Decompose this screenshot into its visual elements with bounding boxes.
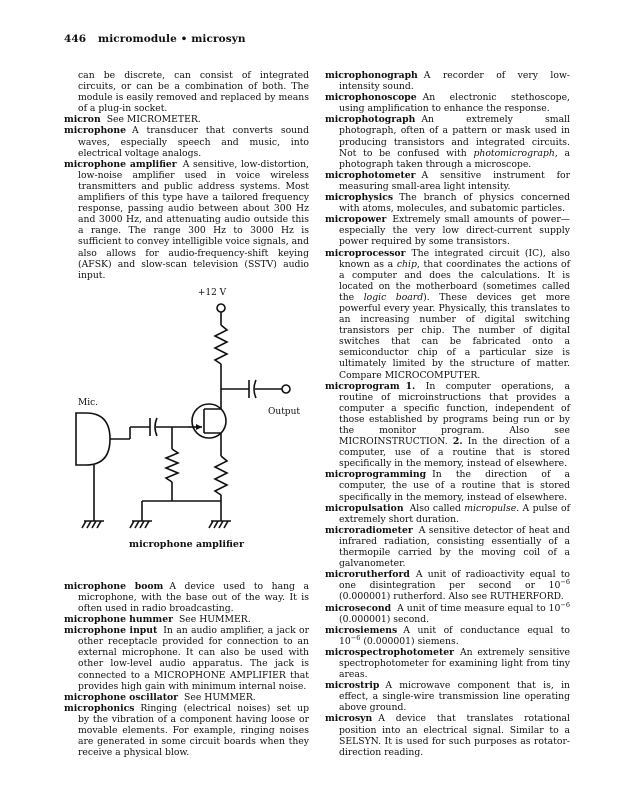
entry-micropower [325, 214, 570, 247]
entry-definition: A unit of conductance equal to 10 [339, 624, 570, 647]
entry-microphonics [64, 703, 309, 758]
entry-microrutherford [325, 569, 570, 602]
entry-term: microsyn [325, 713, 373, 725]
right-column [325, 70, 570, 758]
output-label: Output [268, 406, 300, 417]
entry-microphone-amplifier [64, 159, 309, 281]
entry-definition: (0.000001) rutherford. Also see RUTHERFORD. [339, 591, 564, 603]
page-number: 446 [64, 33, 87, 45]
entry-term: microradiometer [325, 524, 413, 536]
entry-microphone [64, 125, 309, 158]
entry-microradiometer [325, 525, 570, 569]
entry-microphone-oscillator [64, 692, 309, 703]
entry-definition: In the direction of a computer, the use of a routine that is stored specifically in the memory, instead of elsewhere. [339, 469, 570, 503]
entry-definition: The branch of physics concerned with atoms, molecules, and subatomic particles. [339, 192, 570, 215]
ground-symbol [209, 521, 231, 528]
entry-definition: . A pulse of extremely short duration. [339, 502, 570, 525]
entry-definition: A transducer that converts sound waves, especially speech and music, into electrical voltage analogs. [78, 125, 309, 159]
supply-terminal [217, 304, 225, 312]
page-header [64, 33, 246, 45]
entry-microphone-input [64, 625, 309, 692]
entry-term: microphonoscope [325, 92, 417, 104]
entry-definition: ). These devices get more powerful every year. Physically, this translates to an increasing number of digital switching transistors per chip. The number of digital switches that can be fabricated onto a semiconductor chip of a particular size is ultimately limited by the structure of matter. Compare MICROCOMPUTER. [339, 291, 570, 381]
entry-term: microspectrophotometer [325, 646, 454, 658]
entry-definition: See HUMMER. [178, 614, 251, 626]
entry-term: micropulsation [325, 502, 404, 514]
entry-definition: See MICROMETER. [106, 114, 201, 126]
entry-definition: A sensitive instrument for measuring small-area light intensity. [339, 169, 570, 192]
entry-term: microphonograph [325, 70, 418, 81]
mic-label: Mic. [78, 397, 98, 408]
entry-definition: (0.000001) siemens. [360, 635, 459, 647]
entry-italic-term: micropulse [464, 502, 517, 514]
continued-entry: can be discrete, can consist of integrated circuits, or can be a combination of both. The module is easily removed and replaced by means of a plug-in socket. [78, 70, 309, 115]
entry-term: microphysics [325, 192, 394, 204]
entry-definition: A sensitive detector of heat and infrared radiation, consisting essentially of a thermopile carried by the moving coil of a galvanometer. [339, 524, 570, 570]
entry-definition: Also called [409, 502, 465, 514]
figure-caption: microphone amplifier [129, 538, 244, 550]
entry-microsecond [325, 600, 570, 625]
entry-microphone-hummer [64, 614, 309, 625]
entry-microprocessor [325, 248, 570, 381]
sense-number: 1. [405, 380, 416, 392]
entry-definition: A microwave component that is, in effect, a single-wire transmission line operating above ground. [339, 680, 570, 714]
entry-definition: A recorder of very low-intensity sound. [339, 70, 570, 93]
entry-definition: The integrated circuit (IC), also known as a [339, 247, 570, 270]
entry-definition: , that coordinates the actions of a computer and does the calculations. It is located on the motherboard (sometimes called the [339, 258, 570, 303]
entry-definition: (0.000001) second. [339, 613, 430, 625]
entry-microphysics [325, 192, 570, 214]
entry-term: microphonics [64, 702, 135, 714]
entry-term: micropower [325, 214, 387, 226]
entry-term: microrutherford [325, 569, 410, 581]
entry-term: microphotograph [325, 114, 416, 126]
entry-microsiemens [325, 625, 570, 647]
entry-micron [64, 114, 309, 125]
entry-term: microphone [64, 125, 126, 137]
entry-microsyn [325, 713, 570, 757]
entry-microphone-boom [64, 581, 309, 614]
entry-term: microsecond [325, 602, 392, 614]
entry-definition: , a photograph taken through a microscope. [339, 147, 570, 170]
entry-term: microprogramming [325, 469, 427, 481]
ground-symbol [82, 521, 104, 528]
entry-definition: In the direction of a computer, use of a routine that is stored specifically in the memory, instead of elsewhere. [339, 436, 570, 470]
entry-term: microphone amplifier [64, 158, 177, 170]
exponent: −6 [350, 633, 361, 642]
microphone-amplifier-figure [64, 281, 309, 581]
entry-microphonoscope [325, 92, 570, 114]
entry-italic-term: logic board [363, 291, 424, 303]
entry-definition: A device that translates rotational position into an electrical signal. Similar to a SELSYN. It is used for such purposes as rotator-direction reading. [339, 713, 570, 758]
entry-definition: Extremely small amounts of power—especially the very low direct-current supply power required by some transistors. [339, 214, 570, 248]
entry-microphotograph [325, 114, 570, 169]
entry-term: microphone input [64, 625, 158, 637]
entry-definition: A sensitive, low-distortion, low-noise amplifier used in voice wireless transmitters and public address systems. Most amplifiers of this type have a tailored frequency response, passing audio between about 300 Hz and 3000 Hz, and attenuating audio outside this a range. The range 300 Hz to 3000 Hz is sufficient to convey intelligible voice signals, and also allows for audio-frequency-shift keying (AFSK) and slow-scan television (SSTV) audio input. [78, 158, 309, 281]
entry-term: microstrip [325, 680, 380, 692]
entry-microprogram [325, 381, 570, 470]
output-terminal [282, 385, 290, 393]
entry-definition: An extremely small photograph, often of a pattern or mask used in producing transistors and integrated circuits. Not to be confused with [339, 114, 570, 159]
gate-resistor [166, 449, 178, 482]
supply-label: +12 V [197, 287, 227, 298]
entry-term: microphone oscillator [64, 691, 179, 703]
left-column [64, 70, 309, 758]
entry-term: microprocessor [325, 247, 406, 259]
entry-term: microsiemens [325, 624, 398, 636]
guide-words: micromodule • microsyn [97, 33, 246, 45]
entry-microprogramming [325, 469, 570, 502]
entry-microphonograph [325, 70, 570, 92]
entry-italic-term: chip [396, 258, 417, 270]
sense-number: 2. [452, 436, 463, 448]
entry-term: microphone boom [64, 580, 164, 592]
entry-term: microprogram [325, 380, 400, 392]
entry-definition: In computer operations, a routine of microinstructions that provides a computer a specific function, independent of those established by programs being run or by the monitor program. Also see MICROINSTRUCTION. [339, 380, 570, 448]
entry-term: microphone hummer [64, 614, 173, 626]
entry-definition: An electronic stethoscope, using amplification to enhance the response. [339, 92, 570, 115]
entry-micropulsation [325, 503, 570, 525]
entry-definition: An extremely sensitive spectrophotometer for examining light from tiny areas. [339, 646, 570, 681]
entry-italic-term: photomicrograph [473, 147, 555, 159]
entry-definition: In an audio amplifier, a jack or other receptacle provided for connection to an external microphone. It can also be used with other low-level audio apparatus. The jack is connected to a MICROPHONE AMPLIFIER that provides high gain with minimum internal noise. [78, 625, 310, 692]
entry-microstrip [325, 680, 570, 713]
schematic-diagram [64, 281, 309, 581]
entry-microspectrophotometer [325, 647, 570, 680]
exponent: −6 [560, 578, 570, 587]
entry-definition: A unit of radioactivity equal to one disintegration per second or 10 [339, 569, 570, 592]
entry-definition: A unit of time measure equal to 10 [397, 602, 561, 614]
entry-definition: See HUMMER. [184, 691, 256, 703]
entry-term: micron [64, 114, 101, 126]
exponent: −6 [560, 600, 570, 609]
source-resistor [215, 456, 227, 495]
drain-resistor [215, 325, 227, 364]
entry-definition: A device used to hang a microphone, with the base out of the way. It is often used in radio broadcasting. [78, 580, 309, 614]
ground-symbol [130, 521, 152, 528]
microphone-symbol [76, 413, 110, 465]
entry-microphotometer [325, 170, 570, 192]
entry-term: microphotometer [325, 169, 416, 181]
entry-definition: Ringing (electrical noises) set up by the vibration of a component having loose or movable elements. For example, ringing noises are generated in some circuit boards when they receive a physical blow. [78, 702, 309, 759]
